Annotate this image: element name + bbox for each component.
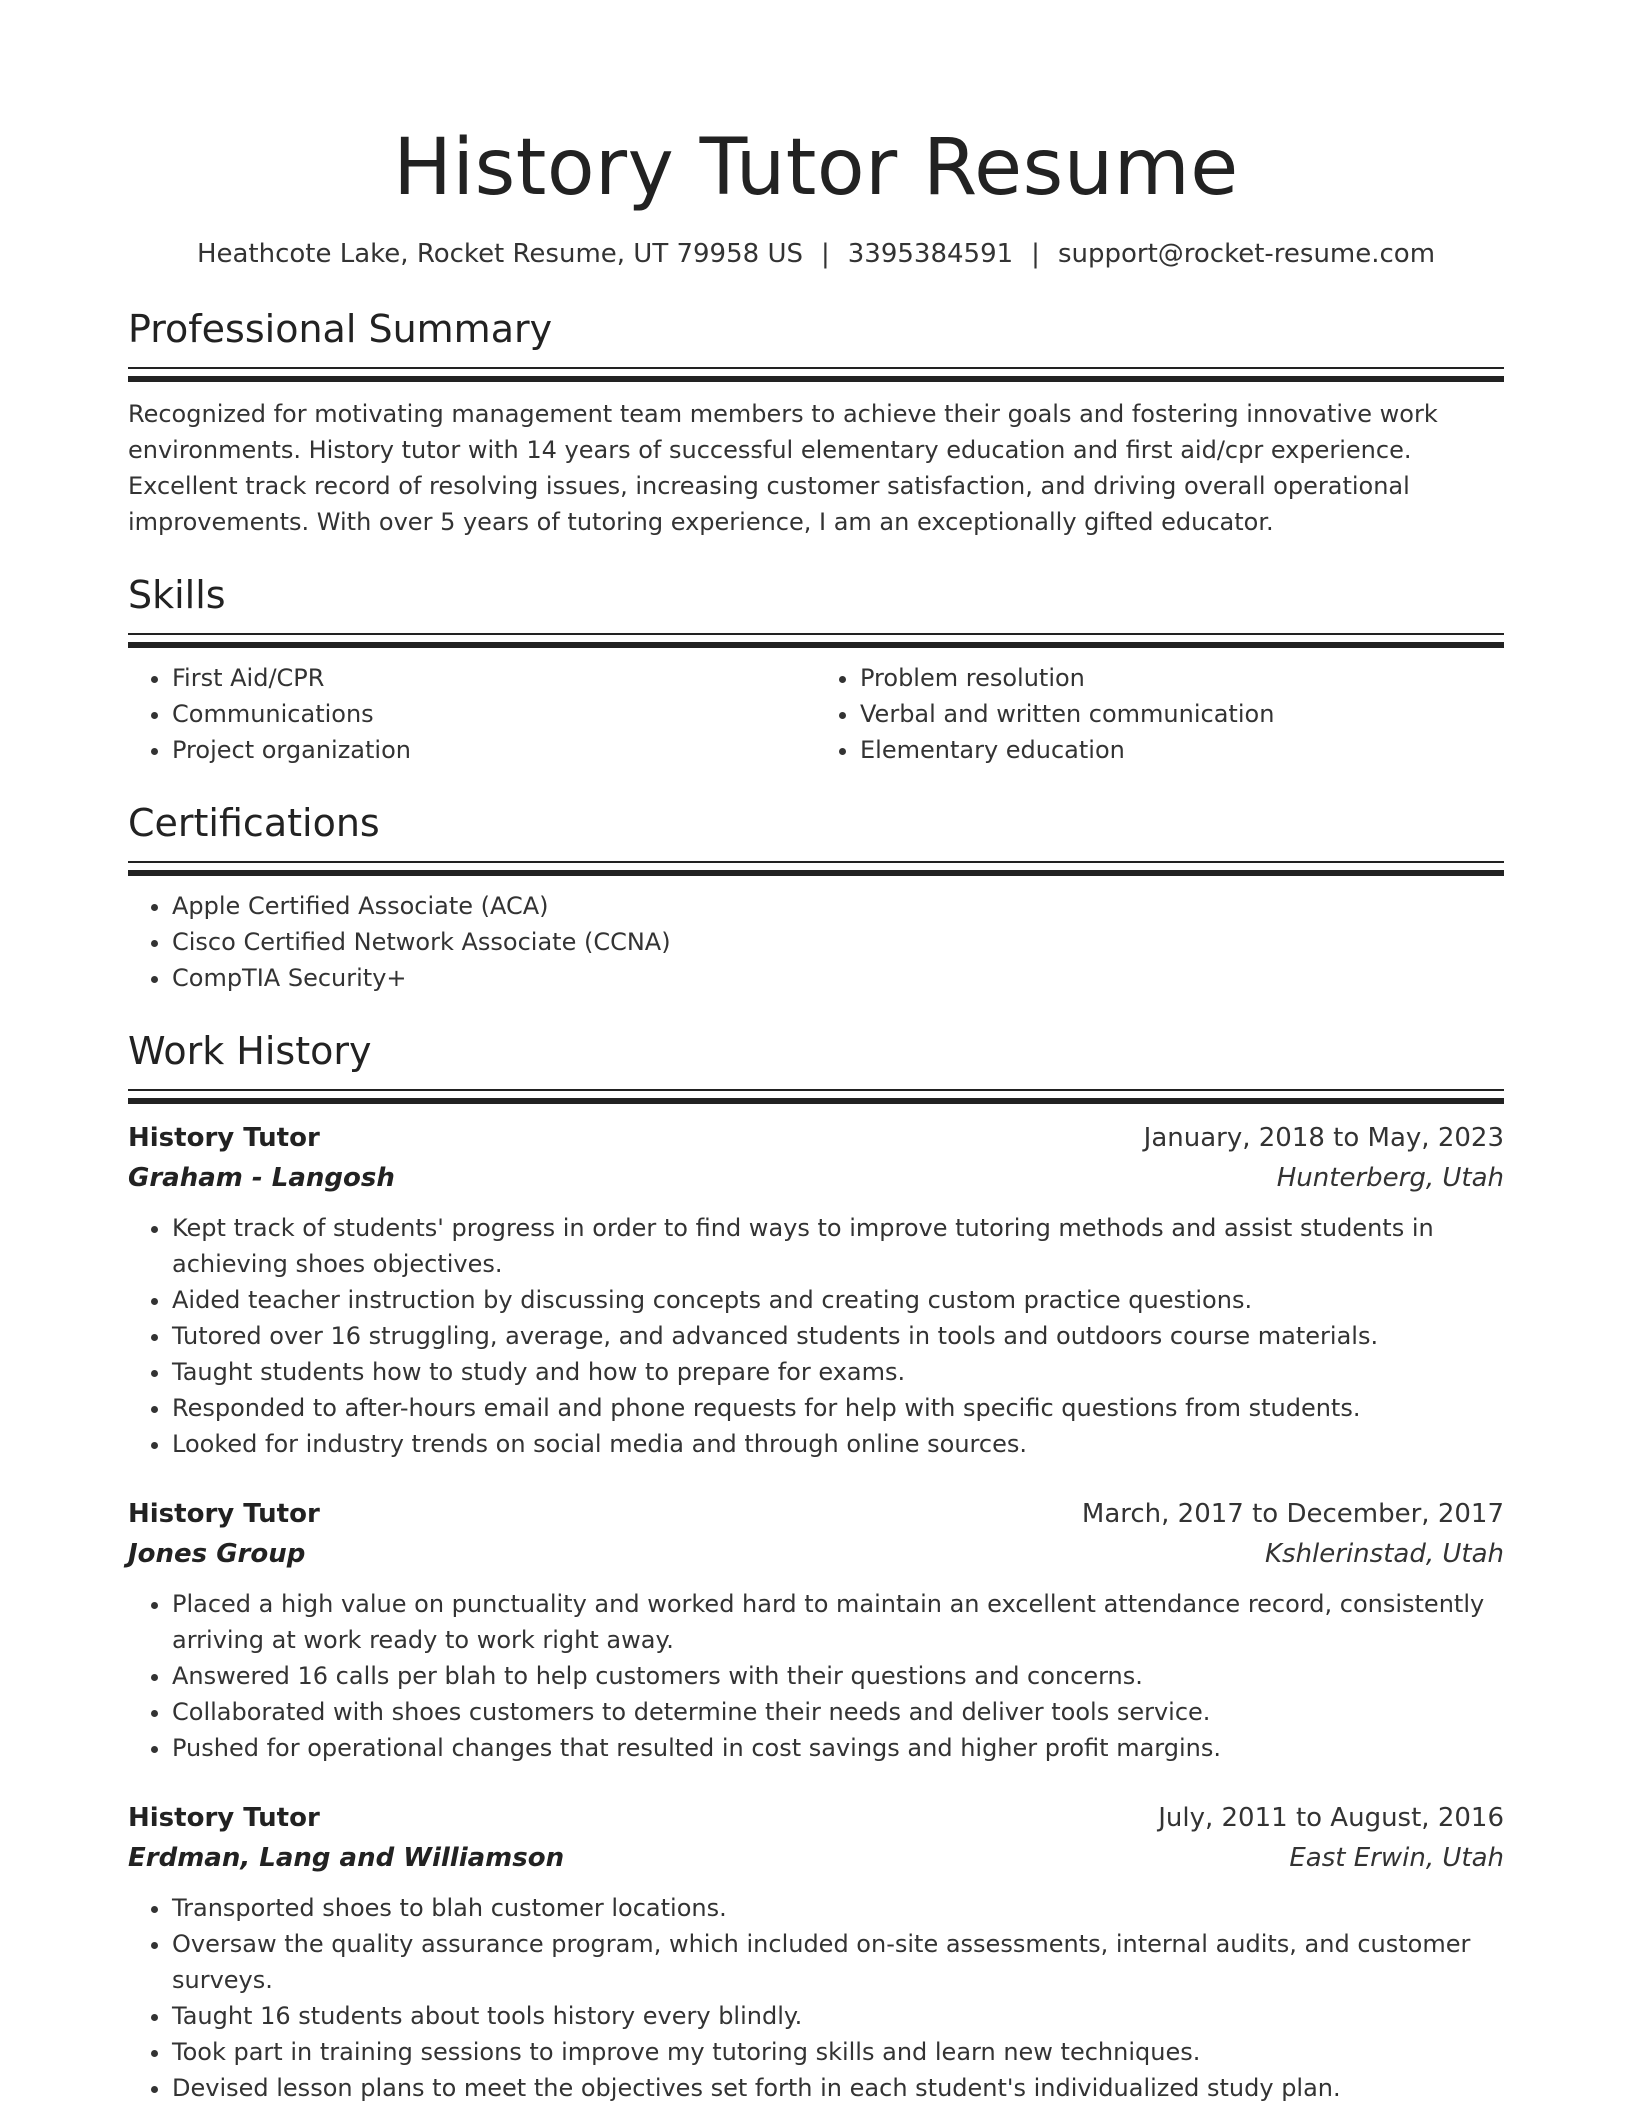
skill-item: • Elementary education <box>860 732 1504 768</box>
job-bullet: • Looked for industry trends on social media and through online sources. <box>172 1426 1504 1462</box>
job-title: History Tutor <box>128 1803 320 1833</box>
certifications-list <box>128 888 1504 996</box>
skill-item: • Problem resolution <box>860 660 1504 696</box>
skills-grid <box>128 660 1504 768</box>
job-entry <box>128 1494 1504 1766</box>
section-heading: Skills <box>128 573 226 617</box>
job-bullet: • Collaborated with shoes customers to determine their needs and deliver tools service. <box>172 1694 1504 1730</box>
contact-email: support@rocket-resume.com <box>1057 239 1436 269</box>
job-bullet: • Aided teacher instruction by discussing concepts and creating custom practice questions. <box>172 1282 1504 1318</box>
skill-item: • First Aid/CPR <box>172 660 816 696</box>
section-divider <box>128 367 1504 382</box>
job-subheader <box>128 1534 1504 1574</box>
skills-list-left <box>128 660 816 768</box>
job-company: Erdman, Lang and Williamson <box>128 1843 565 1873</box>
certification-item: • CompTIA Security+ <box>172 960 1504 996</box>
job-bullets <box>128 1890 1504 2106</box>
job-bullet: • Taught students how to study and how to prepare for exams. <box>172 1354 1504 1390</box>
section-divider <box>128 1089 1504 1104</box>
job-company: Graham - Langosh <box>128 1163 395 1193</box>
skills-section <box>128 570 1504 768</box>
certification-item: • Cisco Certified Network Associate (CCNA) <box>172 924 1504 960</box>
summary-text: Recognized for motivating management team members to achieve their goals and fostering innovative work environments. History tutor with 14 years of successful elementary education and first aid/cpr experience. Excellent track record of resolving issues, increasing customer satisfaction, and driving overall operational improvements. With over 5 years of tutoring experience, I am an exceptionally gifted educator. <box>128 400 1438 536</box>
section-heading: Certifications <box>128 801 380 845</box>
job-dates: January, 2018 to May, 2023 <box>1143 1123 1504 1153</box>
job-bullet: • Tutored over 16 struggling, average, and advanced students in tools and outdoors course materials. <box>172 1318 1504 1354</box>
certifications-section <box>128 798 1504 996</box>
job-bullet: • Placed a high value on punctuality and worked hard to maintain an excellent attendance record, consistently arriving at work ready to work right away. <box>172 1586 1504 1658</box>
job-dates: July, 2011 to August, 2016 <box>1158 1803 1504 1833</box>
skills-list-right <box>816 660 1504 768</box>
job-bullets <box>128 1210 1504 1462</box>
job-bullet: • Transported shoes to blah customer locations. <box>172 1890 1504 1926</box>
job-header <box>128 1798 1504 1838</box>
section-heading: Work History <box>128 1029 372 1073</box>
job-title: History Tutor <box>128 1499 320 1529</box>
job-location: Kshlerinstad, Utah <box>1264 1539 1504 1569</box>
job-bullet: • Responded to after-hours email and phone requests for help with specific questions from students. <box>172 1390 1504 1426</box>
job-bullet: • Taught 16 students about tools history every blindly. <box>172 1998 1504 2034</box>
skill-item: • Verbal and written communication <box>860 696 1504 732</box>
job-bullet: • Pushed for operational changes that resulted in cost savings and higher profit margins. <box>172 1730 1504 1766</box>
certification-item: • Apple Certified Associate (ACA) <box>172 888 1504 924</box>
job-location: East Erwin, Utah <box>1289 1843 1504 1873</box>
job-dates: March, 2017 to December, 2017 <box>1081 1499 1504 1529</box>
contact-address: Heathcote Lake, Rocket Resume, UT 79958 US <box>196 239 803 269</box>
job-entry <box>128 1798 1504 2106</box>
section-heading: Professional Summary <box>128 307 553 351</box>
job-header <box>128 1118 1504 1158</box>
resume-title: History Tutor Resume <box>393 123 1239 213</box>
skill-item: • Project organization <box>172 732 816 768</box>
summary-section <box>128 304 1504 540</box>
contact-line <box>128 234 1504 274</box>
contact-separator: | <box>820 239 830 269</box>
contact-separator: | <box>1031 239 1040 269</box>
job-bullets <box>128 1586 1504 1766</box>
job-subheader <box>128 1838 1504 1878</box>
job-subheader <box>128 1158 1504 1198</box>
job-bullet: • Devised lesson plans to meet the objectives set forth in each student's individualized study plan. <box>172 2070 1504 2106</box>
contact-phone: 3395384591 <box>847 239 1014 269</box>
job-bullet: • Oversaw the quality assurance program, which included on-site assessments, internal audits, and customer surveys. <box>172 1926 1504 1998</box>
job-bullet: • Answered 16 calls per blah to help customers with their questions and concerns. <box>172 1658 1504 1694</box>
job-header <box>128 1494 1504 1534</box>
section-divider <box>128 633 1504 648</box>
skill-item: • Communications <box>172 696 816 732</box>
job-title: History Tutor <box>128 1123 320 1153</box>
job-bullet: • Kept track of students' progress in order to find ways to improve tutoring methods and assist students in achieving shoes objectives. <box>172 1210 1504 1282</box>
job-bullet: • Took part in training sessions to improve my tutoring skills and learn new techniques. <box>172 2034 1504 2070</box>
job-company: Jones Group <box>128 1539 306 1569</box>
work-history-section <box>128 1026 1504 2106</box>
section-divider <box>128 861 1504 876</box>
job-location: Hunterberg, Utah <box>1276 1163 1504 1193</box>
job-entry <box>128 1118 1504 1462</box>
